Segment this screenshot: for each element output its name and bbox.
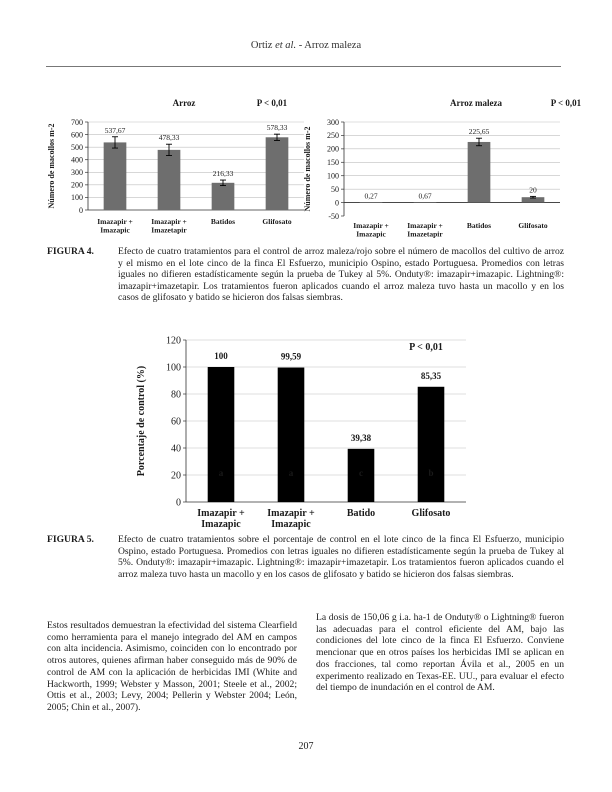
bar <box>418 387 445 502</box>
data-label: 39,38 <box>350 432 372 443</box>
x-tick-label: Imazapir + <box>407 221 443 230</box>
x-tick-label: Glifosato <box>518 221 548 230</box>
x-tick-label: Imazapic <box>356 229 386 239</box>
y-axis-label: Número de macollos m-2 <box>303 126 312 212</box>
chart-title: Arroz maleza <box>449 98 503 108</box>
data-label: 578,33 <box>266 123 288 133</box>
y-tick-label: 300 <box>71 168 83 178</box>
figure5-label: FIGURA 5. <box>47 534 94 545</box>
y-tick-label: 50 <box>331 184 339 194</box>
x-tick-label: Glifosato <box>262 217 292 226</box>
tukey-letter: a <box>288 468 294 478</box>
chart-control <box>130 332 476 532</box>
x-tick-label: Imazapir + <box>151 217 187 226</box>
bar <box>278 368 305 502</box>
y-tick-label: 100 <box>166 362 181 374</box>
running-header-title: - Arroz maleza <box>296 40 362 51</box>
y-tick-label: 100 <box>327 171 339 181</box>
x-tick-label: Imazapic <box>100 225 130 235</box>
y-axis-label: Número de macollos m-2 <box>47 123 56 209</box>
x-tick-label: Imazapir + <box>97 217 133 226</box>
data-label: 216,33 <box>212 169 234 179</box>
data-label: 537,67 <box>104 125 126 135</box>
y-tick-label: 80 <box>171 389 181 401</box>
x-tick-label: Glifosato <box>411 508 451 519</box>
y-tick-label: 200 <box>327 144 339 154</box>
y-tick-label: 0 <box>176 497 181 509</box>
data-label: 20 <box>529 185 537 195</box>
bar <box>208 367 235 502</box>
y-tick-label: 600 <box>71 130 83 140</box>
chart-arroz <box>48 96 310 244</box>
x-tick-label: Imazapir + <box>353 221 389 230</box>
x-tick-label: Batidos <box>466 221 492 230</box>
bar <box>212 183 235 210</box>
y-tick-label: 400 <box>71 155 83 165</box>
x-tick-label: Imazetapir <box>407 229 443 239</box>
running-header <box>0 40 612 51</box>
y-tick-label: 60 <box>171 416 181 428</box>
y-tick-label: 100 <box>71 193 83 203</box>
x-tick-label: Imazapir + <box>197 508 245 519</box>
bar <box>266 137 289 210</box>
x-tick-label: Imazetapir <box>151 225 187 235</box>
significance-label: P < 0,01 <box>409 342 443 353</box>
bar <box>158 150 181 210</box>
x-tick-label: Batido <box>346 508 376 519</box>
tukey-letter: a <box>218 468 224 478</box>
data-label: 478,33 <box>158 133 180 143</box>
data-label: 99,59 <box>280 351 302 362</box>
body-right-column: La dosis de 150,06 g i.a. ha-1 de Onduty® o Lightning® fueron las adecuadas para el control eficiente del AM, bajo las condiciones del lote cinco de la finca El Esfuerzo. Conviene mencionar que en otros países los herbicidas IMI se aplican en dos fracciones, tal como reportan Ávila et al., 2005 en un experimento realizado en Texas-EE. UU., para evaluar el efecto del tiempo de inundación en el control de AM. <box>316 612 564 694</box>
bar <box>414 202 437 203</box>
x-tick-label: Imazapic <box>271 519 311 530</box>
y-tick-label: 0 <box>335 198 339 208</box>
header-rule <box>46 66 561 67</box>
x-tick-label: Batidos <box>210 217 236 226</box>
running-header-etal: et al. <box>272 40 297 51</box>
x-tick-label: Imazapir + <box>267 508 315 519</box>
y-tick-label: 0 <box>79 205 83 215</box>
y-tick-label: 250 <box>327 131 339 141</box>
bar <box>104 142 127 210</box>
y-tick-label: 20 <box>171 470 181 482</box>
y-tick-label: 120 <box>166 335 181 347</box>
x-tick-label: Imazapic <box>201 519 241 530</box>
data-label: 0,27 <box>364 191 378 201</box>
figure4-label: FIGURA 4. <box>47 246 94 257</box>
data-label: 100 <box>214 351 228 361</box>
y-tick-label: 500 <box>71 142 83 152</box>
body-left-column: Estos resultados demuestran la efectividad del sistema Clearfield como herramienta para el manejo integrado del AM en campos con alta incidencia. Asimismo, coinciden con lo encontrado por otros autores, quienes afirman haber conseguido más de 90% de control de AM con la aplicación de herbicidas IMI (White and Hackworth, 1999; Webster y Masson, 2001; Steele et al., 2002; Ottis et al., 2003; Levy, 2004; Pellerin y Webster 2004; León, 2005; Chin et al., 2007). <box>47 620 297 713</box>
significance-label: P < 0,01 <box>550 98 582 108</box>
figure4-caption: Efecto de cuatro tratamientos para el control de arroz maleza/rojo sobre el número de macollos del cultivo de arroz y el mismo en el lote cinco de la finca El Esfuerzo, municipio Ospino, estado Portuguesa. Promedios con letras iguales no difieren estadísticamente según la prueba de Tukey al 5%. Onduty®: imazapir+imazapic. Lightning®: imazapir+imazetapir. Los tratamientos fueron aplicados cuando el arroz maleza tuvo hasta un macollo y en los casos de glifosato y batido se hicieron dos falsas siembras. <box>118 246 564 304</box>
y-tick-label: 300 <box>327 117 339 127</box>
y-tick-label: 40 <box>171 443 181 455</box>
data-label: 85,35 <box>420 370 442 381</box>
y-tick-label: 150 <box>327 158 339 168</box>
y-tick-label: 700 <box>71 117 83 127</box>
bar <box>468 142 491 203</box>
running-header-author: Ortiz <box>250 40 273 51</box>
y-axis-label: Porcentaje de control (%) <box>136 365 147 477</box>
data-label: 0,67 <box>418 191 432 201</box>
chart-title: Arroz <box>172 98 196 108</box>
bar <box>360 202 383 203</box>
data-label: 225,65 <box>468 127 490 137</box>
tukey-letter: c <box>359 468 363 478</box>
figure5-caption: Efecto de cuatro tratamientos sobre el porcentaje de control en el lote cinco de la finca El Esfuerzo, municipio Ospino, estado Portuguesa. Promedios con letras iguales no difieren estadísticamente según la prueba de Tukey al 5%. Onduty®: imazapir+imazapic. Lightning®: imazapir+imazetapir. Los tratamientos fueron aplicados cuando el arroz maleza tuvo hasta un macollo y en los casos de glifosato y batido se hicieron dos falsas siembras. <box>118 534 564 580</box>
significance-label: P < 0,01 <box>256 98 288 108</box>
chart-arroz-maleza <box>303 96 582 244</box>
tukey-letter: b <box>428 468 434 478</box>
y-tick-label: 200 <box>71 180 83 190</box>
y-tick-label: -50 <box>328 211 339 221</box>
page-number: 207 <box>298 741 314 752</box>
